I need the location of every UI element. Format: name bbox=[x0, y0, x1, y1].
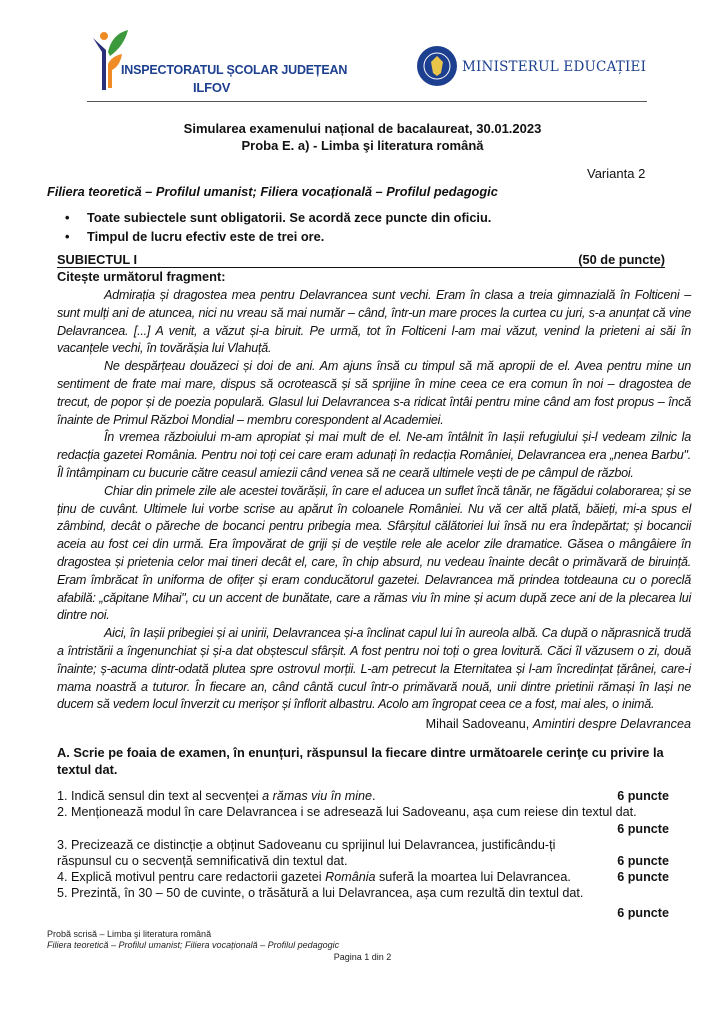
rule-text: Toate subiectele sunt obligatorii. Se acordă zece puncte din oficiu. bbox=[87, 210, 492, 225]
rule-text: Timpul de lucru efectiv este de trei ore. bbox=[87, 229, 325, 244]
subject-points: (50 de puncte) bbox=[578, 252, 665, 267]
subject-title: SUBIECTUL I bbox=[57, 252, 138, 267]
ministry-logo-text: MINISTERUL EDUCAȚIEI bbox=[462, 59, 647, 75]
question-points: 6 puncte bbox=[617, 853, 669, 868]
rule-item: • Timpul de lucru efectiv este de trei ore. bbox=[65, 229, 325, 244]
isj-logo-text: INSPECTORATUL ȘCOLAR JUDEȚEAN bbox=[121, 63, 348, 77]
text-paragraph: Chiar din primele zile ale acestei tovărășii, în care el aducea un suflet încă tânăr, ne făgădui colaborarea; și se ținu de cuvânt. Ultimele lui vorbe scrise au apărut în coloanele României. Nu vă cer altă plată, băieți, mi-a spus el zâmbind, decât o păreche de bocanci pentru pribegia mea. Sfârșitul călătoriei lui însă nu era îndepărtat; și bocancii aceia au fost cei din urmă. Era împovărat de griji și de veștile rele ale acelor zile dramatice. Găsea o mângâiere în dragostea și prietenia celor mai tineri decât el, care, în chip absurd, nu vedeau înainte decât o primăvară de biruință. Eram îmbrăcat în uniforma de ofițer și eram conducătorul gazetei. Delavrancea mă prindea totdeauna cu o poreclă afabilă: „căpitane Mihai", cu un accent de bunătate, care a rămas viu în mine și acum după zece ani de la plecarea lui dintre noi. bbox=[57, 483, 691, 623]
question-item: 5. Prezintă, în 30 – 50 de cuvinte, o trăsătură a lui Delavrancea, așa cum rezultă din textul dat. 6 puncte bbox=[57, 886, 669, 920]
text-paragraph: Admirația și dragostea mea pentru Delavrancea sunt vechi. Eram în clasa a treia gimnazială în Folticeni – sunt mulți ani de atuncea, nici nu vreau să mai număr – când, într-un mare proces la curtea cu juri, s-a anunțat că vine Delavrancea. [...] A venit, a văzut și-a biruit. Pe urmă, tot în Folticeni l-am mai văzut, venind la prieteni ai săi în vacanțele vechi, în tovărășia lui Vlahuță. bbox=[57, 288, 691, 356]
exam-title: Simularea examenului național de bacalaureat, 30.01.2023 bbox=[183, 121, 542, 136]
source-author: Mihail Sadoveanu, bbox=[425, 717, 533, 732]
text-paragraph: În vremea războiului m-am apropiat și mai mult de el. Ne-am întâlnit în Iașii refugiului și-l vedeam zilnic la redacția gazetei România. Pentru noi toți cei care eram adunați în redacția României, Delavrancea era „nenea Barbu". Îl întâmpinam cu bucurie către ceasul amiezii când venea să ne ceară ultimele vești de pe câmpul de război. bbox=[57, 430, 691, 480]
footer-line: Probă scrisă – Limba şi literatura română bbox=[47, 928, 212, 939]
rule-item: • Toate subiectele sunt obligatorii. Se acordă zece puncte din oficiu. bbox=[65, 210, 492, 225]
question-item: 1. Indică sensul din text al secvenței a rămas viu în mine. 6 puncte bbox=[57, 789, 669, 804]
footer-line: Filiera teoretică – Profilul umanist; Filiera vocațională – Profilul pedagogic bbox=[47, 940, 340, 951]
page-footer bbox=[47, 929, 707, 964]
question-item: 2. Menționează modul în care Delavrancea i se adresează lui Sadoveanu, așa cum reiese din textul dat. 6 puncte bbox=[57, 805, 669, 836]
isj-logo-county: ILFOV bbox=[193, 80, 231, 95]
question-points: 6 puncte bbox=[617, 789, 669, 804]
subject-heading bbox=[57, 252, 665, 268]
section-a-heading: A. Scrie pe foaia de examen, în enunțuri, răspunsul la fiecare dintre următoarele cerinţe cu privire la textul dat. bbox=[57, 745, 664, 778]
question-item: 3. Precizează ce distincție a obținut Sadoveanu cu sprijinul lui Delavrancea, justificându-ți răspunsul cu o secvență semnificativă din textul dat. 6 puncte bbox=[57, 837, 669, 868]
subject-instruction: Citește următorul fragment: bbox=[57, 269, 226, 284]
question-list bbox=[57, 788, 669, 921]
header-divider bbox=[87, 101, 647, 102]
isj-ilfov-logo-icon bbox=[90, 28, 130, 92]
question-points: 6 puncte bbox=[617, 870, 669, 885]
question-points: 6 puncte bbox=[617, 821, 669, 836]
source-citation bbox=[57, 716, 691, 732]
question-points: 6 puncte bbox=[617, 905, 669, 920]
exam-body bbox=[47, 287, 691, 963]
exam-subtitle: Proba E. a) - Limba şi literatura română bbox=[241, 138, 484, 153]
text-paragraph: Ne despărțeau douăzeci și doi de ani. Am ajuns însă cu timpul să mă apropii de el. Avea pentru mine un sentiment de frate mai mare, dispus să ocrotească și să sprijine în mine ceea ce era comun în noi – dragostea de trecut, de popor și de poezia populară. Glasul lui Delavrancea s-a ridicat întâi pentru mine când am fost propus – încă înainte de Primul Război Mondial – membru corespondent al Academiei. bbox=[57, 359, 691, 427]
variant-label: Varianta 2 bbox=[587, 166, 646, 181]
question-item: 4. Explică motivul pentru care redactorii gazetei România suferă la moartea lui Delavrancea. 6 puncte bbox=[57, 870, 669, 885]
page-number: Pagina 1 din 2 bbox=[333, 951, 392, 962]
text-paragraph: Aici, în Iașii pribegiei și ai unirii, Delavrancea și-a înclinat capul lui în aureola albă. Ca după o năprasnică trudă a întristării a îngenunchiat și și-a dat obștescul sfârșit. A fost pentru noi toți o grea lovitură. Căci îl văzusem o zi, două înainte; ș-acuma dintr-odată plutea spre ostrovul morții. L-am petrecut la Eternitatea și l-am încredințat țărânei, care-i mama noastră a tuturor. În fiecare an, când cântă cucul într-o primăvară nouă, unii dintre prietinii rămași în Iași ne ducem să vedem locul înverzit cu merișor și înflorit albastru. Acolo am îngropat ceea ce a fost, mai ales, o inimă. bbox=[57, 626, 691, 712]
filiera-label: Filiera teoretică – Profilul umanist; Filiera vocațională – Profilul pedagogic bbox=[47, 184, 498, 199]
source-work: Amintiri despre Delavrancea bbox=[532, 717, 691, 732]
romanian-government-seal-icon bbox=[416, 45, 458, 87]
